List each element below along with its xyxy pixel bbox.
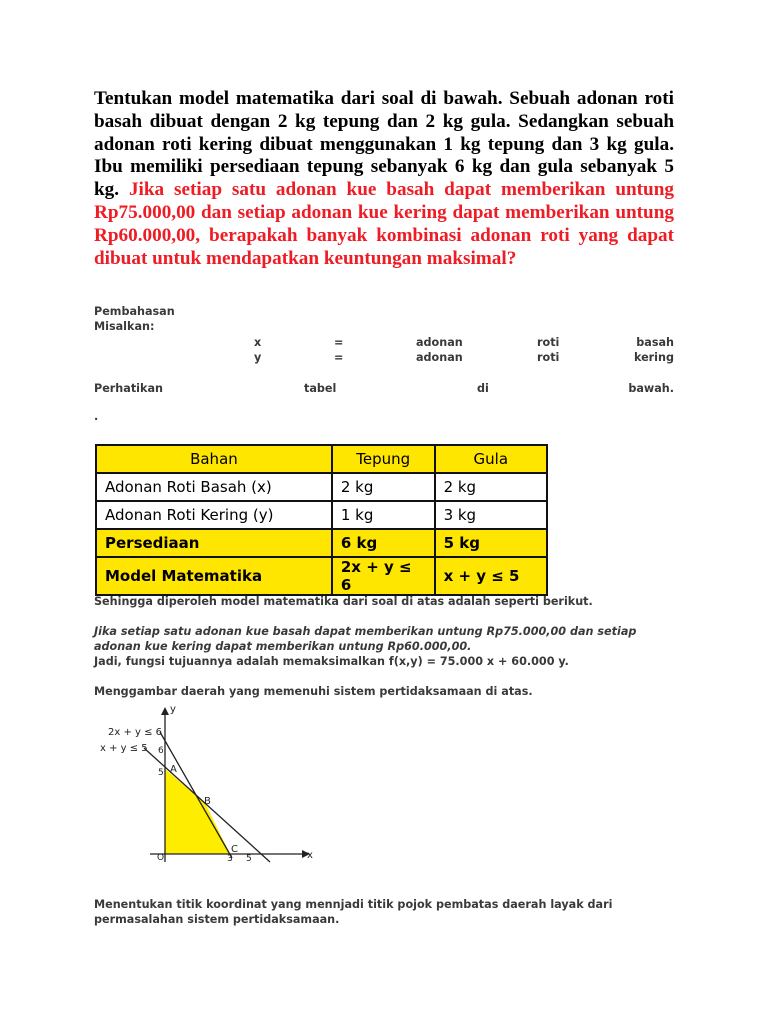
table-cell: Adonan Roti Kering (y) <box>96 501 332 529</box>
table-cell: x + y ≤ 5 <box>435 557 547 595</box>
problem-text: Tentukan model matematika dari soal di bawah. Sebuah adonan roti basah dibuat dengan 2 kg tepung dan 2 kg gula. Sedangkan sebuah adonan roti kering dibuat menggunakan 1 kg tepung dan 3 kg gula. Ibu memiliki persediaan tepung sebanyak 6 kg dan gula sebanyak 5 kg. <box>94 88 674 201</box>
table-cell: 1 kg <box>332 501 435 529</box>
label-ineq-1: 2x + y ≤ 6 <box>108 727 163 738</box>
sehingga-text: Sehingga diperoleh model matematika dari soal di atas adalah seperti berikut. <box>94 595 593 608</box>
var-word: roti <box>537 351 560 364</box>
table-cell: 2 kg <box>332 473 435 501</box>
italic-text-line-1: Jika setiap satu adonan kue basah dapat memberikan untung Rp75.000,00 dan setiap <box>94 625 637 638</box>
feasible-region <box>165 769 230 854</box>
y-axis-label: y <box>170 704 176 715</box>
table-cell: 3 kg <box>435 501 547 529</box>
perhatikan-word: bawah. <box>628 382 674 395</box>
table-cell: 2 kg <box>435 473 547 501</box>
var-word: roti <box>537 336 560 349</box>
table-header-row <box>96 445 547 473</box>
var-word: kering <box>633 351 674 364</box>
perhatikan-word: di <box>477 382 489 395</box>
menentukan-line-1: Menentukan titik koordinat yang mennjadi titik pojok pembatas daerah layak dari <box>94 898 613 911</box>
table-cell: 5 kg <box>435 529 547 557</box>
var-word: basah <box>636 336 674 349</box>
y-axis-arrow <box>161 707 169 715</box>
pembahasan-label: Pembahasan <box>94 305 175 318</box>
table-cell: Persediaan <box>96 529 332 557</box>
table-cell: 2x + y ≤ 6 <box>332 557 435 595</box>
objective-function: Jadi, fungsi tujuannya adalah memaksimalkan f(x,y) = 75.000 x + 60.000 y. <box>94 655 569 668</box>
var-equals: = <box>334 336 344 349</box>
table-header-cell: Tepung <box>332 445 435 473</box>
table-row <box>96 473 547 501</box>
misalkan-label: Misalkan: <box>94 320 155 333</box>
point-b-label: B <box>204 796 211 807</box>
table-header-cell: Bahan <box>96 445 332 473</box>
tick-y-5: 5 <box>158 768 164 778</box>
table-cell: Adonan Roti Basah (x) <box>96 473 332 501</box>
table-header-cell: Gula <box>435 445 547 473</box>
tick-x-5: 5 <box>246 854 252 864</box>
menentukan-line-2: permasalahan sistem pertidaksamaan. <box>94 913 340 926</box>
table-row-model <box>96 557 547 595</box>
label-ineq-2: x + y ≤ 5 <box>100 743 148 754</box>
var-word: adonan <box>416 336 463 349</box>
table-row-supply <box>96 529 547 557</box>
var-symbol: y <box>254 351 262 364</box>
var-equals: = <box>334 351 344 364</box>
perhatikan-word: Perhatikan <box>94 382 163 395</box>
point-a-label: A <box>170 764 177 775</box>
table-cell: Model Matematika <box>96 557 332 595</box>
tick-x-3: 3 <box>227 854 233 864</box>
x-axis-label: x <box>307 850 313 861</box>
var-symbol: x <box>254 336 262 349</box>
perhatikan-word: tabel <box>304 382 337 395</box>
var-word: adonan <box>416 351 463 364</box>
point-c-label: C <box>231 844 238 855</box>
table-row <box>96 501 547 529</box>
dot-mark: . <box>94 410 99 423</box>
problem-question: Jika setiap satu adonan kue basah dapat memberikan untung Rp75.000,00 dan setiap adonan kue kering dapat memberikan untung Rp60.000,00, berapakah banyak kombinasi adonan roti yang dapat dibuat untuk mendapatkan keuntungan maksimal? <box>94 179 674 269</box>
origin-label: O <box>157 853 165 863</box>
feasible-region-graph <box>90 700 330 870</box>
tick-y-6: 6 <box>158 746 164 756</box>
ingredient-table <box>95 444 548 596</box>
problem-statement <box>94 88 674 270</box>
table-cell: 6 kg <box>332 529 435 557</box>
italic-text-line-2: adonan kue kering dapat memberikan untung Rp60.000,00. <box>94 640 472 653</box>
menggambar-text: Menggambar daerah yang memenuhi sistem pertidaksamaan di atas. <box>94 685 533 698</box>
